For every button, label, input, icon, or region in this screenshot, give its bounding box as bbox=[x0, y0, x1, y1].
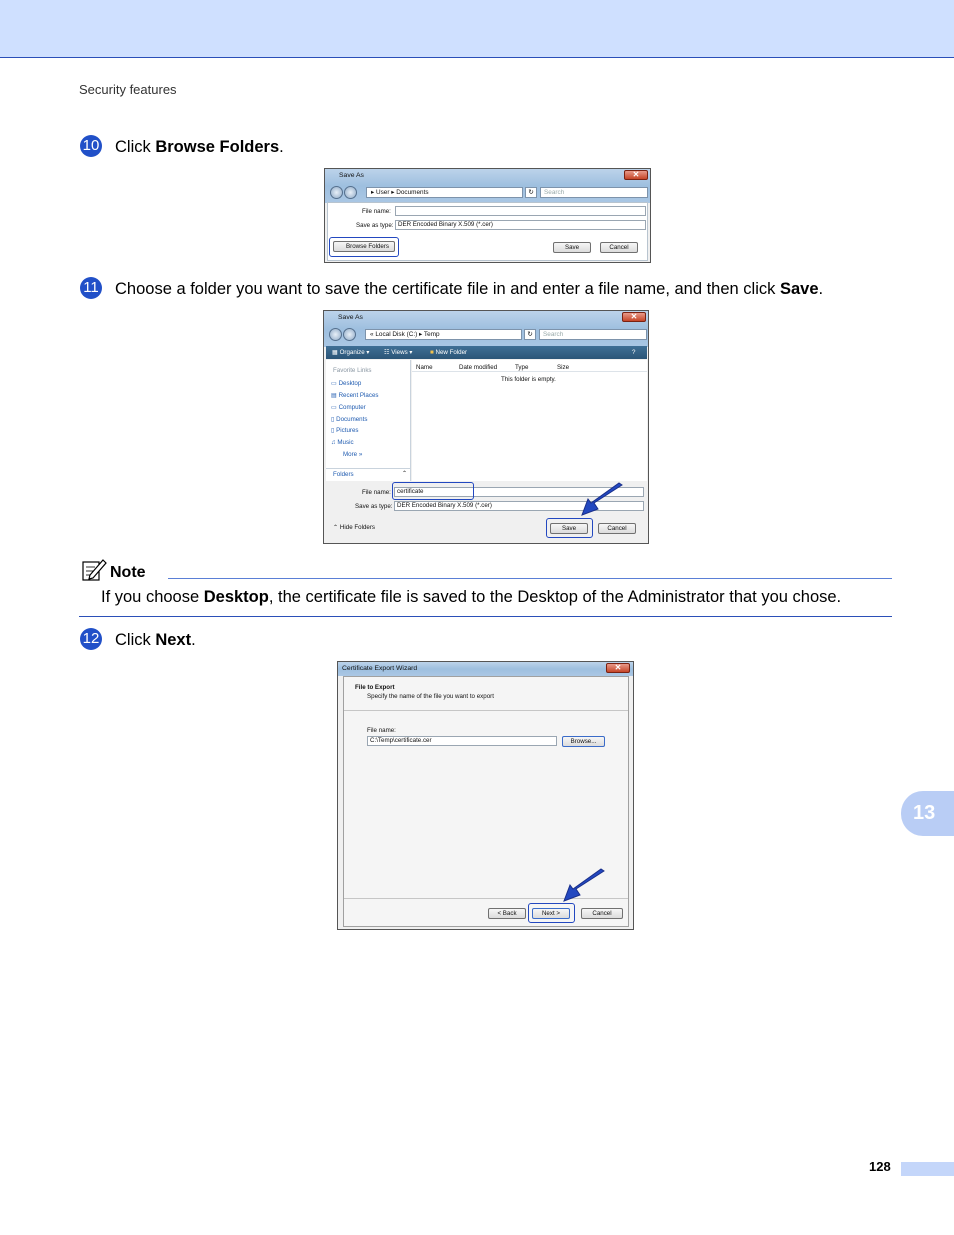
save-button[interactable]: Save bbox=[553, 242, 591, 253]
views-menu[interactable]: ☷ Views ▾ bbox=[384, 349, 413, 356]
folder-icon: ■ bbox=[430, 349, 434, 356]
dialog-title: Save As bbox=[339, 172, 364, 179]
new-folder-button[interactable]: ■ New Folder bbox=[430, 349, 468, 356]
close-button[interactable]: ✕ bbox=[624, 170, 648, 180]
pointer-arrow-icon bbox=[578, 481, 628, 519]
browse-folders-highlight bbox=[329, 237, 399, 257]
forward-arrow-icon[interactable] bbox=[344, 186, 357, 199]
file-name-input[interactable] bbox=[395, 206, 646, 216]
column-name[interactable]: Name bbox=[416, 364, 433, 371]
save-type-select[interactable]: DER Encoded Binary X.509 (*.cer) bbox=[394, 501, 644, 511]
note-divider-bottom bbox=[79, 616, 892, 617]
page-bar bbox=[901, 1162, 954, 1176]
note-divider-top bbox=[168, 578, 892, 579]
column-size[interactable]: Size bbox=[557, 364, 570, 371]
cancel-button[interactable]: Cancel bbox=[581, 908, 623, 919]
file-name-label: File name: bbox=[362, 208, 391, 215]
note-icon bbox=[81, 558, 107, 584]
wizard-heading: File to Export bbox=[355, 684, 395, 691]
nav-item-desktop[interactable]: ▭ Desktop bbox=[331, 380, 362, 387]
favorite-links-label: Favorite Links bbox=[333, 367, 372, 374]
file-name-input[interactable]: C:\Temp\certificate.cer bbox=[367, 736, 557, 746]
step-number-12: 12 bbox=[80, 628, 102, 650]
save-as-dialog-collapsed bbox=[324, 168, 651, 263]
empty-folder-message: This folder is empty. bbox=[501, 376, 556, 383]
nav-item-music[interactable]: ♫ Music bbox=[331, 439, 354, 446]
note-bold: Desktop bbox=[203, 588, 269, 606]
forward-arrow-icon[interactable] bbox=[343, 328, 356, 341]
close-button[interactable]: ✕ bbox=[606, 663, 630, 673]
column-date-modified[interactable]: Date modified bbox=[459, 364, 498, 371]
section-title: Security features bbox=[79, 82, 177, 97]
wizard-title: Certificate Export Wizard bbox=[342, 665, 418, 672]
nav-item-documents[interactable]: ▯ Documents bbox=[331, 416, 368, 423]
nav-item-more[interactable]: More » bbox=[343, 451, 363, 458]
step-12-bold: Next bbox=[155, 631, 192, 649]
save-button[interactable]: Save bbox=[550, 523, 588, 534]
search-input[interactable]: Search bbox=[539, 329, 647, 340]
column-type[interactable]: Type bbox=[515, 364, 529, 371]
note-body: If you choose Desktop, the certificate file is saved to the Desktop of the Administrator that you chose. bbox=[101, 588, 842, 606]
close-button[interactable]: ✕ bbox=[622, 312, 646, 322]
help-icon[interactable]: ? bbox=[632, 349, 636, 356]
folders-toggle[interactable]: Folders bbox=[333, 471, 354, 478]
step-10-text: Click Browse Folders. bbox=[115, 138, 284, 156]
file-name-label: File name: bbox=[362, 489, 391, 496]
header-band bbox=[0, 0, 954, 58]
save-as-dialog-expanded bbox=[323, 310, 649, 544]
next-button-highlight bbox=[528, 903, 575, 923]
refresh-icon[interactable]: ↻ bbox=[524, 329, 536, 340]
cancel-button[interactable]: Cancel bbox=[598, 523, 636, 534]
file-name-highlight bbox=[392, 482, 474, 500]
browse-folders-button[interactable]: Browse Folders bbox=[333, 241, 395, 252]
step-12-text: Click Next. bbox=[115, 631, 196, 649]
address-bar[interactable]: ▸ User ▸ Documents bbox=[366, 187, 523, 198]
file-name-label: File name: bbox=[367, 727, 396, 734]
step-11-text: Choose a folder you want to save the certificate file in and enter a file name, and then click Save. bbox=[115, 280, 824, 298]
cancel-button[interactable]: Cancel bbox=[600, 242, 638, 253]
page-number: 128 bbox=[869, 1159, 891, 1174]
step-10-bold: Browse Folders bbox=[155, 138, 280, 156]
chapter-tab: 13 bbox=[901, 791, 954, 836]
back-arrow-icon[interactable] bbox=[329, 328, 342, 341]
organize-menu[interactable]: ▦ Organize ▾ bbox=[332, 349, 370, 356]
back-button[interactable]: < Back bbox=[488, 908, 526, 919]
address-bar[interactable]: « Local Disk (C:) ▸ Temp bbox=[365, 329, 522, 340]
browse-button[interactable]: Browse... bbox=[562, 736, 605, 747]
save-type-select[interactable]: DER Encoded Binary X.509 (*.cer) bbox=[395, 220, 646, 230]
wizard-subheading: Specify the name of the file you want to export bbox=[367, 693, 494, 700]
save-button-highlight bbox=[546, 518, 593, 538]
save-type-label: Save as type: bbox=[356, 222, 394, 229]
step-11-bold: Save bbox=[779, 280, 819, 298]
nav-item-computer[interactable]: ▭ Computer bbox=[331, 404, 366, 411]
next-button[interactable]: Next > bbox=[532, 908, 570, 919]
nav-item-pictures[interactable]: ▯ Pictures bbox=[331, 427, 359, 434]
hide-folders-button[interactable]: ⌃ Hide Folders bbox=[333, 524, 375, 531]
search-input[interactable]: Search bbox=[540, 187, 648, 198]
back-arrow-icon[interactable] bbox=[330, 186, 343, 199]
file-name-input[interactable]: certificate bbox=[394, 487, 644, 497]
step-number-11: 11 bbox=[80, 277, 102, 299]
step-number-10: 10 bbox=[80, 135, 102, 157]
chevron-up-icon[interactable]: ⌃ bbox=[402, 470, 408, 477]
pointer-arrow-icon bbox=[560, 867, 610, 905]
dialog-title: Save As bbox=[338, 314, 363, 321]
nav-item-recent-places[interactable]: ▤ Recent Places bbox=[331, 392, 379, 399]
note-title: Note bbox=[110, 564, 146, 581]
refresh-icon[interactable]: ↻ bbox=[525, 187, 537, 198]
save-type-label: Save as type: bbox=[355, 503, 393, 510]
certificate-export-wizard bbox=[337, 661, 634, 930]
